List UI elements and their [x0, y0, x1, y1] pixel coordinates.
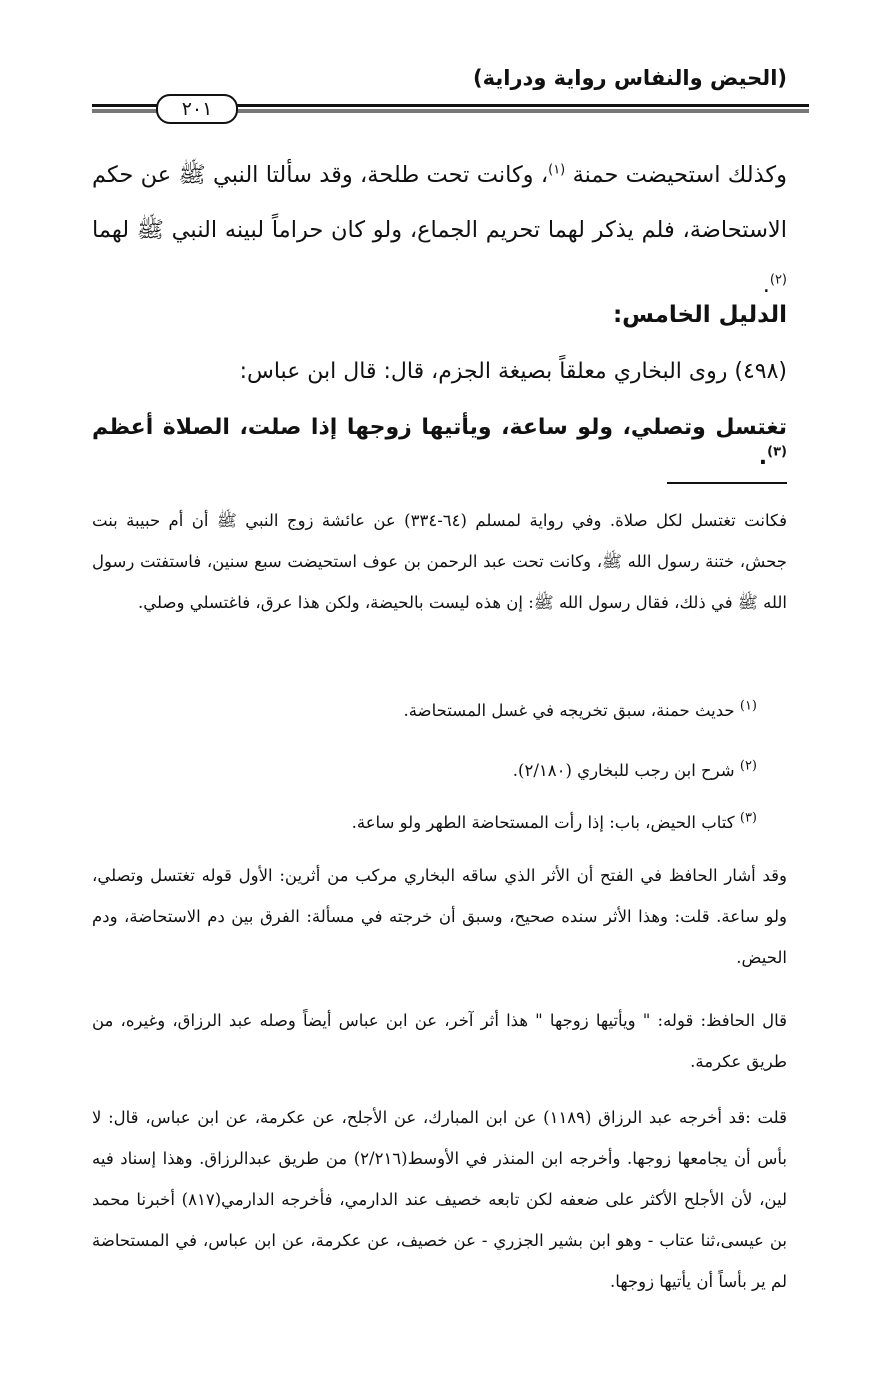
quote-line: [92, 413, 787, 473]
footnote-paragraph: قلت :قد أخرجه عبد الرزاق (١١٨٩) عن ابن المبارك، عن الأجلح، عن عكرمة، عن ابن عباس، قال: لا بأس أن يجامعها زوجها. وأخرجه ابن المنذر في الأوسط(٢/٢١٦) من طريق عبدالرزاق. وهذا إسناد فيه لين، لأن الأجلح الأكثر على ضعفه لكن تابعه خصيف عند الدارمي، فأخرجه الدارمي(٨١٧) أخبرنا محمد بن عيسى،ثنا عتاب - وهو ابن بشير الجزري - عن خصيف، عن عكرمة، عن ابن عباس، في المستحاضة لم ير بأساً أن يأتيها زوجها.: [92, 1108, 788, 1291]
section-heading: الدليل الخامس:: [612, 302, 787, 328]
footnote-2: [92, 756, 757, 786]
main-text: ، وكانت تحت طلحة، وقد سألتا النبي ﷺ عن حكم الاستحاضة، فلم يذكر لهما تحريم الجماع، ولو كان حراماً لبينه النبي ﷺ لهما: [92, 162, 787, 243]
footnote-ref: (١): [548, 162, 566, 178]
footnote-paragraph: قال الحافظ: قوله: " ويأتيها زوجها " هذا أثر آخر، عن ابن عباس أيضاً وصله عبد الرزاق، وغيره، من طريق عكرمة.: [92, 1011, 787, 1071]
running-header-title: (الحيض والنفاس رواية ودراية): [473, 66, 787, 90]
footnote-paragraph: وقد أشار الحافظ في الفتح أن الأثر الذي ساقه البخاري مركب من أثرين: الأول قوله تغتسل وتصلي، ولو ساعة. قلت: وهذا الأثر سنده صحيح، وسبق أن خرجته في مسألة: الفرق بين دم الاستحاضة، ودم الحيض.: [92, 866, 787, 967]
page-number: ٢٠١: [156, 94, 238, 124]
footnote-number: (٣): [739, 810, 757, 826]
footnote-divider: [667, 482, 787, 484]
footnote-ref: (٣): [767, 444, 787, 460]
footnote-number: (١): [739, 698, 757, 714]
footnote-continuation: فكانت تغتسل لكل صلاة. وفي رواية لمسلم (٦٤-٣٣٤) عن عائشة زوج النبي ﷺ أن أم حبيبة بنت جحش، ختنة رسول الله ﷺ، وكانت تحت عبد الرحمن بن عوف استحيضت سبع سنين، فاستفتت رسول الله ﷺ في ذلك، فقال رسول الله ﷺ: إن هذه ليست بالحيضة، ولكن هذا عرق، فاغتسلي وصلي.: [92, 511, 787, 612]
footnote-text: حديث حمنة، سبق تخريجه في غسل المستحاضة.: [403, 701, 735, 720]
quote-text: تغتسل وتصلي، ولو ساعة، ويأتيها زوجها إذا صلت، الصلاة أعظم: [92, 415, 787, 440]
footnote-1: [92, 696, 757, 726]
main-text: .: [762, 272, 770, 298]
footnote-ref: (٢): [769, 272, 787, 288]
footnote-text: كتاب الحيض، باب: إذا رأت المستحاضة الطهر ولو ساعة.: [351, 813, 735, 832]
main-paragraph: [92, 148, 787, 313]
footnote-text: شرح ابن رجب للبخاري (٢/١٨٠).: [512, 761, 735, 780]
main-text: وكذلك استحيضت حمنة: [572, 162, 787, 188]
footnote-number: (٢): [739, 758, 757, 774]
footnote-3: [92, 808, 757, 838]
quote-text: .: [758, 445, 768, 470]
narration-line: (٤٩٨) روى البخاري معلقاً بصيغة الجزم، قال: قال ابن عباس:: [239, 359, 787, 384]
